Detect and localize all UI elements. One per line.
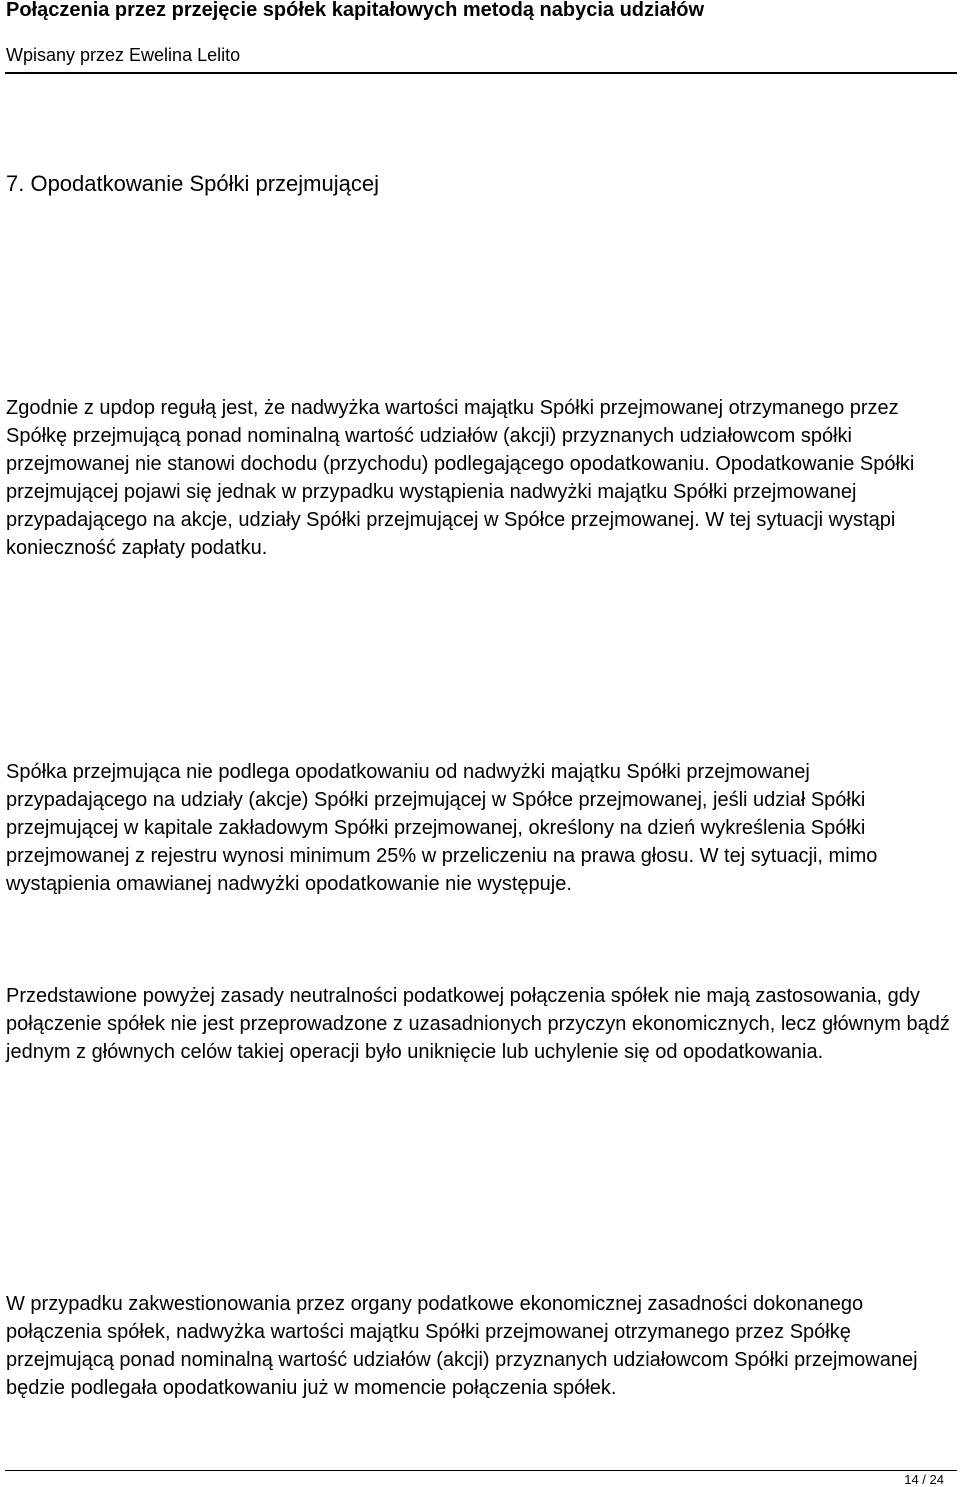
footer-divider — [5, 1470, 957, 1471]
page-number: 14 / 24 — [904, 1472, 944, 1487]
paragraph-tax-rule: Zgodnie z updop regułą jest, że nadwyżka wartości majątku Spółki przejmowanej otrzymanego przez Spółkę przejmującą ponad nominalną wartość udziałów (akcji) przyznanych udziałowcom spółki przejmowanej nie stanowi dochodu (przychodu) podlegającego opodatkowaniu. Opodatkowanie Spółki przejmującej pojawi się jednak w przypadku wystąpienia nadwyżki majątku Spółki przejmowanej przypadającego na akcje, udziały Spółki przejmującej w Spółce przejmowanej. W tej sytuacji wystąpi konieczność zapłaty podatku. — [6, 397, 915, 559]
section-heading: 7. Opodatkowanie Spółki przejmującej — [6, 171, 379, 196]
paragraph-challenge: W przypadku zakwestionowania przez organy podatkowe ekonomicznej zasadności dokonanego połączenia spółek, nadwyżka wartości majątku Spółki przejmowanej otrzymanego przez Spółkę przejmującą ponad nominalną wartość udziałów (akcji) przyznanych udziałowcom Spółki przejmowanej będzie podlegała opodatkowaniu już w momencie połączenia spółek. — [6, 1293, 918, 1399]
paragraph-neutrality-exception: Przedstawione powyżej zasady neutralności podatkowej połączenia spółek nie mają zastosowania, gdy połączenie spółek nie jest przeprowadzone z uzasadnionych przyczyn ekonomicznych, lecz głównym bądź jednym z głównych celów takiej operacji było uniknięcie lub uchylenie się od opodatkowania. — [6, 985, 950, 1063]
document-title: Połączenia przez przejęcie spółek kapitałowych metodą nabycia udziałów — [6, 0, 705, 21]
paragraph-exemption: Spółka przejmująca nie podlega opodatkowaniu od nadwyżki majątku Spółki przejmowanej przypadającego na udziały (akcje) Spółki przejmującej w Spółce przejmowanej, jeśli udział Spółki przejmującej w kapitale zakładowym Spółki przejmowanej, określony na dzień wykreślenia Spółki przejmowanej z rejestru wynosi minimum 25% w przeliczeniu na prawa głosu. W tej sytuacji, mimo wystąpienia omawianej nadwyżki opodatkowanie nie występuje. — [6, 761, 878, 895]
author-line: Wpisany przez Ewelina Lelito — [6, 45, 241, 65]
header-divider — [5, 72, 957, 74]
